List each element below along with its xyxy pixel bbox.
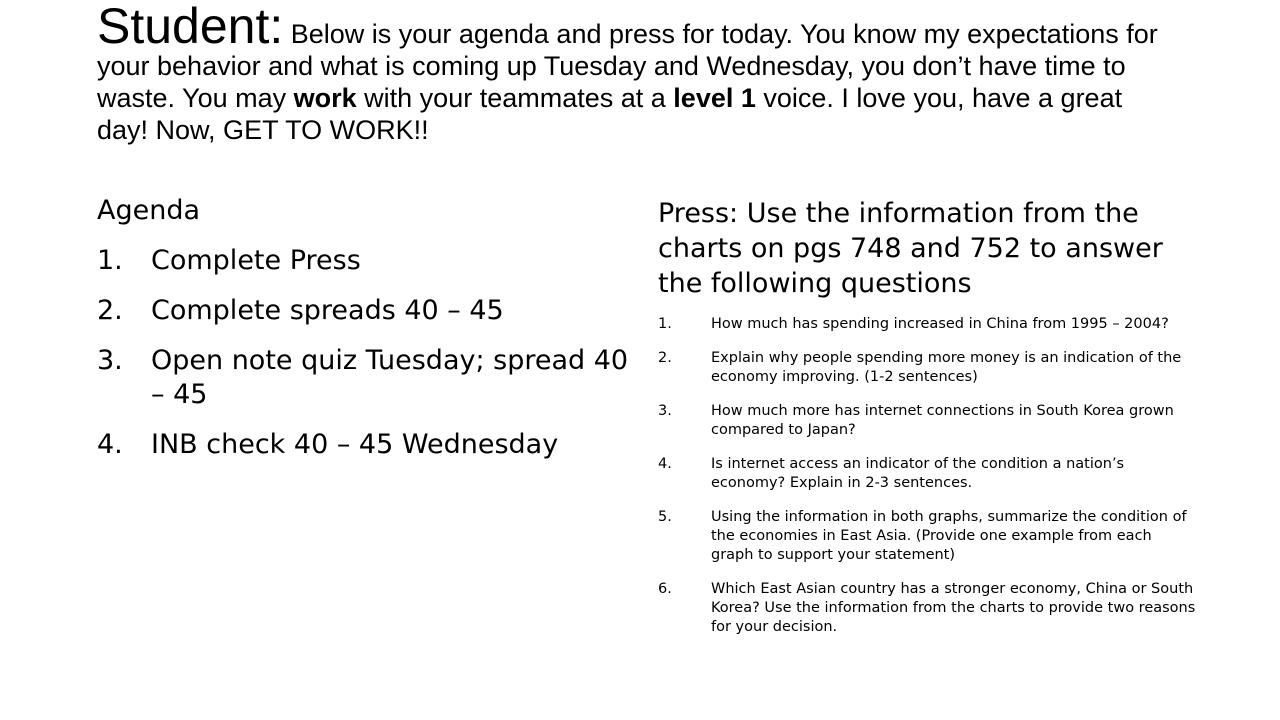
agenda-item-number: 4. bbox=[97, 429, 123, 460]
agenda-item-text: Complete Press bbox=[151, 245, 361, 276]
press-question-number: 4. bbox=[658, 456, 672, 472]
agenda-item bbox=[97, 244, 637, 278]
agenda-item-text: Open note quiz Tuesday; spread 40 – 45 bbox=[151, 345, 629, 410]
title-text-2: with your teammates at a bbox=[356, 83, 674, 113]
title-lead: Student: bbox=[97, 0, 284, 54]
slide-title bbox=[97, 0, 1177, 146]
title-bold-level: level 1 bbox=[673, 83, 756, 113]
press-question-text: Is internet access an indicator of the condition a nation’s economy? Explain in 2-3 sentences. bbox=[711, 456, 1125, 491]
press-question bbox=[658, 315, 1198, 334]
agenda-item bbox=[97, 294, 637, 328]
press-question-number: 2. bbox=[658, 350, 672, 366]
press-question bbox=[658, 349, 1198, 387]
press-question bbox=[658, 580, 1198, 637]
agenda-item bbox=[97, 428, 637, 462]
press-question-list bbox=[658, 315, 1198, 637]
press-question-text: Explain why people spending more money is an indication of the economy improving. (1-2 sentences) bbox=[711, 350, 1182, 385]
agenda-item-number: 3. bbox=[97, 345, 123, 376]
press-question-text: How much more has internet connections in South Korea grown compared to Japan? bbox=[711, 403, 1174, 438]
agenda-item-text: INB check 40 – 45 Wednesday bbox=[151, 429, 559, 460]
press-heading: Press: Use the information from the charts on pgs 748 and 752 to answer the following questions bbox=[658, 198, 1163, 299]
agenda-item bbox=[97, 344, 637, 412]
title-bold-work: work bbox=[293, 83, 357, 113]
title-text-1: Below is your agenda and press for today. You know my expectations for your behavior and what is coming up Tuesday and Wednesday, you don’t have time to waste. You may bbox=[97, 19, 1158, 113]
press-question-number: 1. bbox=[658, 316, 672, 332]
press-question-text: How much has spending increased in China from 1995 – 2004? bbox=[711, 316, 1169, 332]
press-question bbox=[658, 455, 1198, 493]
press-question-number: 6. bbox=[658, 581, 672, 597]
agenda-heading: Agenda bbox=[97, 195, 201, 226]
title-text-3: voice. I love you, have a great day! Now, GET TO WORK!! bbox=[97, 83, 1123, 145]
press-section bbox=[658, 196, 1198, 652]
press-question-number: 3. bbox=[658, 403, 672, 419]
agenda-item-number: 2. bbox=[97, 295, 123, 326]
agenda-item-number: 1. bbox=[97, 245, 123, 276]
agenda-item-text: Complete spreads 40 – 45 bbox=[151, 295, 504, 326]
agenda-section bbox=[97, 194, 637, 478]
press-question-text: Using the information in both graphs, summarize the condition of the economies in East Asia. (Provide one example from each graph to support your statement) bbox=[711, 509, 1187, 563]
agenda-list bbox=[97, 244, 637, 462]
press-question-number: 5. bbox=[658, 509, 672, 525]
press-question-text: Which East Asian country has a stronger economy, China or South Korea? Use the information from the charts to provide two reasons for your decision. bbox=[711, 581, 1196, 635]
press-question bbox=[658, 402, 1198, 440]
press-question bbox=[658, 508, 1198, 565]
